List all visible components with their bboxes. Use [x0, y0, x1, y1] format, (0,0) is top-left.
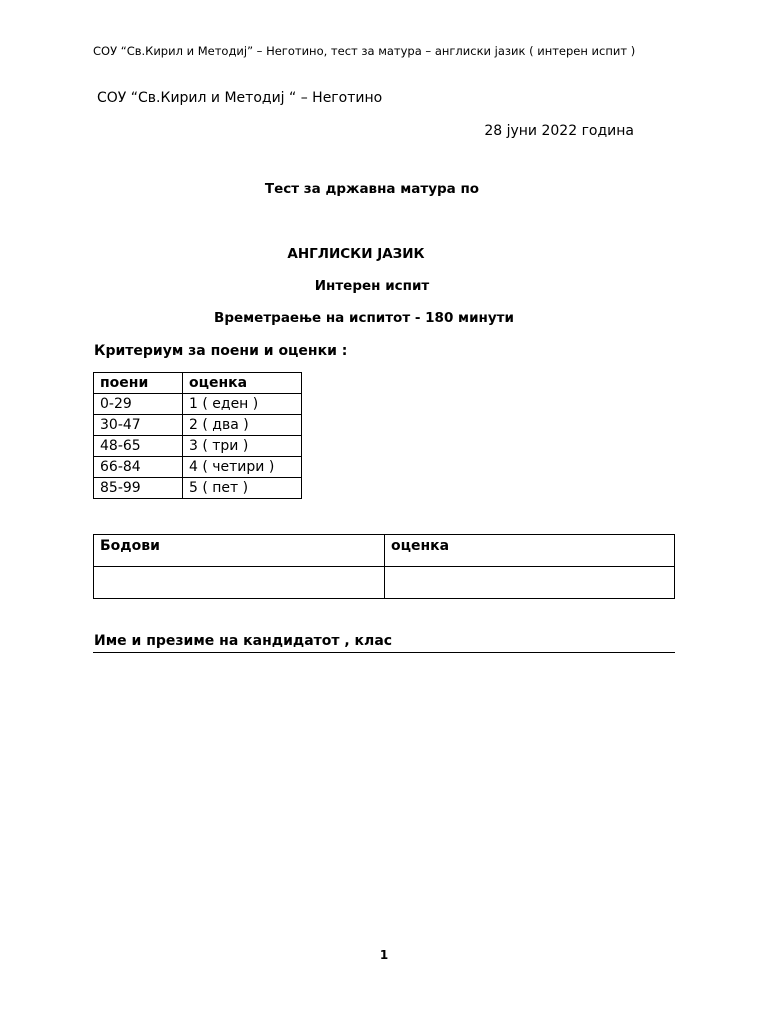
grade-value: 1 ( еден ): [183, 394, 302, 415]
test-title: Тест за државна матура по: [264, 181, 480, 197]
score-value-row: [94, 567, 675, 599]
exam-date: 28 јуни 2022 година: [484, 123, 634, 139]
exam-duration: Времетраење на испитот - 180 минути: [214, 310, 514, 326]
subject-title: АНГЛИСКИ ЈАЗИК: [287, 246, 425, 262]
table-row: [94, 436, 302, 457]
table-header-row: [94, 373, 302, 394]
candidate-name-label: Име и презиме на кандидатот , клас: [94, 633, 393, 649]
criteria-title: Критериум за поени и оценки :: [94, 343, 348, 359]
exam-type: Интерен испит: [314, 278, 430, 294]
header-grade: оценка: [183, 373, 302, 394]
grade-value: 5 ( пет ): [183, 478, 302, 499]
grade-value: 3 ( три ): [183, 436, 302, 457]
points-range: 0-29: [94, 394, 183, 415]
candidate-name-line[interactable]: [93, 652, 675, 653]
score-header-row: [94, 535, 675, 567]
points-range: 66-84: [94, 457, 183, 478]
school-name: СОУ “Св.Кирил и Методиј “ – Неготино: [97, 90, 383, 106]
score-table: [93, 534, 675, 599]
table-row: [94, 415, 302, 436]
table-row: [94, 478, 302, 499]
points-range: 85-99: [94, 478, 183, 499]
page-number: 1: [379, 948, 389, 962]
header-points: поени: [94, 373, 183, 394]
table-row: [94, 394, 302, 415]
points-total-cell[interactable]: [94, 567, 385, 599]
points-range: 48-65: [94, 436, 183, 457]
header-points-total: Бодови: [94, 535, 385, 567]
table-row: [94, 457, 302, 478]
running-header: СОУ “Св.Кирил и Методиј” – Неготино, тест за матура – англиски јазик ( интерен испит ): [93, 44, 636, 58]
grading-table: [93, 372, 302, 499]
points-range: 30-47: [94, 415, 183, 436]
header-final-grade: оценка: [385, 535, 675, 567]
grade-value: 2 ( два ): [183, 415, 302, 436]
final-grade-cell[interactable]: [385, 567, 675, 599]
grade-value: 4 ( четири ): [183, 457, 302, 478]
